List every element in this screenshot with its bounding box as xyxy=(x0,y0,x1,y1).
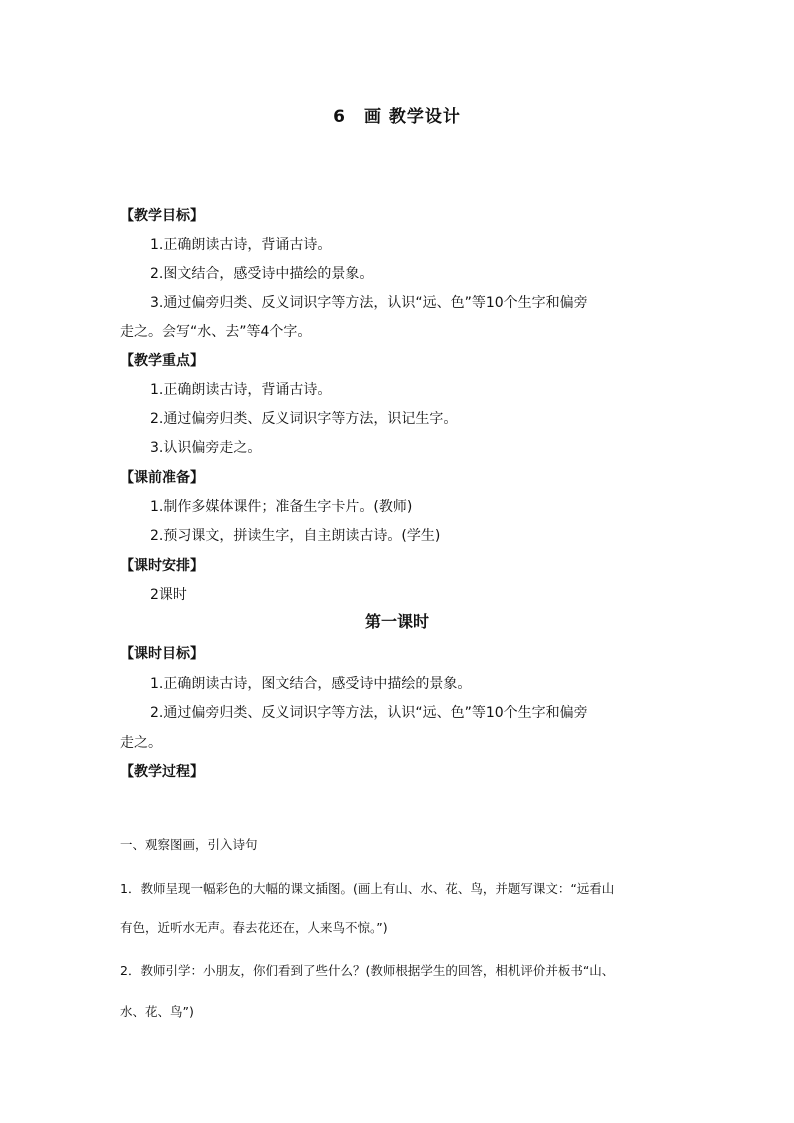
heading-preparation: 【课前准备】 xyxy=(120,470,204,486)
goal-item-2: 2.图文结合，感受诗中描绘的景象。 xyxy=(150,266,374,282)
heading-lesson-goals: 【课时目标】 xyxy=(120,646,204,662)
lesson-goal-item-1: 1.正确朗读古诗，图文结合，感受诗中描绘的景象。 xyxy=(150,676,472,692)
process-step-1-line-2: 有色，近听水无声。春去花还在，人来鸟不惊。”) xyxy=(120,920,388,935)
page-title: 6 画 教学设计 xyxy=(333,107,461,127)
key-item-2: 2.通过偏旁归类、反义词识字等方法，识记生字。 xyxy=(150,411,458,427)
process-step-2-line-2: 水、花、鸟”) xyxy=(120,1004,194,1019)
goal-item-3: 3.通过偏旁归类、反义词识字等方法，认识“远、色”等10个生字和偏旁 xyxy=(150,295,588,311)
process-step-1-line-1: 1．教师呈现一幅彩色的大幅的课文插图。(画上有山、水、花、鸟，并题写课文：“远看山 xyxy=(120,881,615,896)
lesson-goal-item-2-cont: 走之。 xyxy=(120,735,162,751)
prep-item-1: 1.制作多媒体课件；准备生字卡片。(教师) xyxy=(150,499,413,515)
goal-item-1: 1.正确朗读古诗，背诵古诗。 xyxy=(150,237,332,253)
heading-schedule: 【课时安排】 xyxy=(120,558,204,574)
key-item-1: 1.正确朗读古诗，背诵古诗。 xyxy=(150,382,332,398)
lesson-goal-item-2: 2.通过偏旁归类、反义词识字等方法，认识“远、色”等10个生字和偏旁 xyxy=(150,705,588,721)
goal-item-3-cont: 走之。会写“水、去”等4个字。 xyxy=(120,324,312,340)
process-step-2-line-1: 2．教师引学：小朋友，你们看到了些什么？(教师根据学生的回答，相机评价并板书“山、 xyxy=(120,963,615,978)
prep-item-2: 2.预习课文，拼读生字，自主朗读古诗。(学生) xyxy=(150,528,441,544)
heading-teaching-process: 【教学过程】 xyxy=(120,764,204,780)
lesson-title: 第一课时 xyxy=(364,612,429,631)
process-step-1-title: 一、观察图画，引入诗句 xyxy=(120,837,258,852)
schedule-value: 2课时 xyxy=(150,587,187,603)
heading-teaching-key: 【教学重点】 xyxy=(120,353,204,369)
heading-teaching-goals: 【教学目标】 xyxy=(120,208,204,224)
key-item-3: 3.认识偏旁走之。 xyxy=(150,440,262,456)
